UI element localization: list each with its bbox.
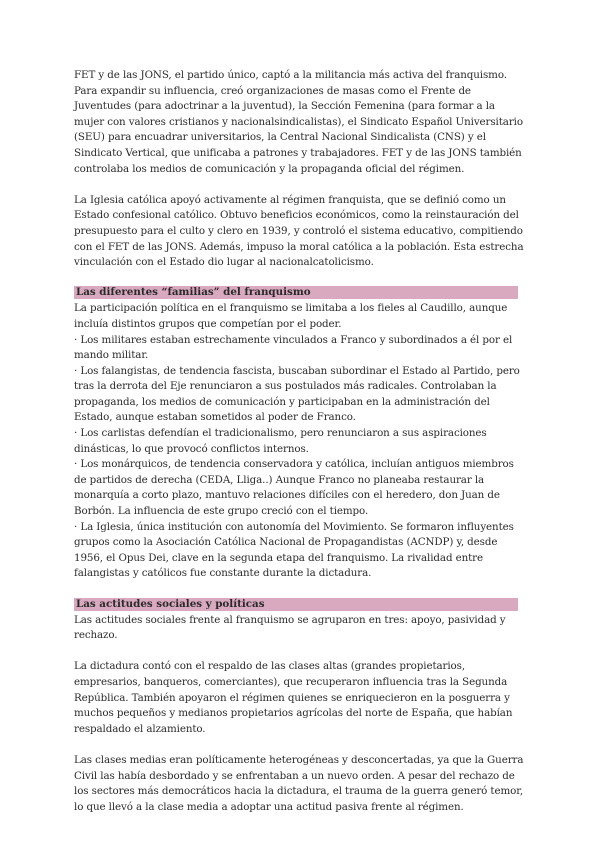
paragraph-participacion: La participación política en el franquismo se limitaba a los fieles al Caudillo, aunque incluía distintos grupos que competían por el poder. — [74, 302, 508, 330]
paragraph-iglesia: La Iglesia católica apoyó activamente al régimen franquista, que se definió como un Estado confesional católico. Obtuvo beneficios económicos, como la reinstauración del presupuesto para el culto y clero en 1939, y controló el sistema educativo, compitiendo con el FET de las JONS. Además, impuso la moral católica a la población. Esta estrecha vinculación con el Estado dio lugar al nacionalcatolicismo. — [74, 193, 524, 269]
paragraph-actitudes-lead: Las actitudes sociales frente al franquismo se agruparon en tres: apoyo, pasividad y rechazo. — [74, 613, 506, 642]
list-item-iglesia: · La Iglesia, única institución con autonomía del Movimiento. Se formaron influyentes grupos como la Asociación Católica Nacional de Propagandistas (ACNDP) y, desde 1956, el Opus Dei, clave en la segunda etapa del franquismo. La rivalidad entre falangistas y católicos fue constante durante la dictadura. — [74, 520, 514, 580]
spacer — [74, 737, 526, 753]
paragraph-fet-jons: FET y de las JONS, el partido único, captó a la militancia más activa del franquismo. Para expandir su influencia, creó organizaciones de masas como el Frente de Juventudes (para adoctrinar a la juventud), la Sección Femenina (para formar a la mujer con valores cristianos y nacionalsindicalistas), el Sindicato Español Universitario (SEU) para encuadrar universitarios, la Central Nacional Sindicalista (CNS) y el Sindicato Vertical, que unificaba a patrones y trabajadores. FET y de las JONS también controlaba los medios de comunicación y la propaganda oficial del régimen. — [74, 69, 523, 175]
spacer — [74, 582, 526, 598]
section-heading-familias: Las diferentes “familias” del franquismo — [74, 286, 518, 299]
spacer — [74, 271, 526, 287]
list-item-falangistas: · Los falangistas, de tendencia fascista, buscaban subordinar el Estado al Partido, pero tras la derrota del Eje renunciaron a sus postulados más radicales. Controlaban la propaganda, los medios de comunicación y participaban en la administración del Estado, aunque estaban sometidos al poder de Franco. — [74, 364, 520, 424]
spacer — [74, 644, 526, 660]
paragraph-clases-medias: Las clases medias eran políticamente heterogéneas y desconcertadas, ya que la Guerra Civil las había desbordado y se enfrentaban a un nuevo orden. A pesar del rechazo de los sectores más democráticos hacia la dictadura, el trauma de la guerra generó temor, lo que llevó a la clase media a adoptar una actitud pasiva frente al régimen. — [74, 753, 524, 813]
list-item-militares: · Los militares estaban estrechamente vinculados a Franco y subordinados a él por el mando militar. — [74, 333, 513, 362]
list-item-monarquicos: · Los monárquicos, de tendencia conservadora y católica, incluían antiguos miembros de partidos de derecha (CEDA, Lliga..) Aunque Franco no planeaba restaurar la monarquía a corto plazo, mantuvo relaciones difíciles con el heredero, don Juan de Borbón. La influencia de este grupo creció con el tiempo. — [74, 458, 514, 518]
section-heading-actitudes: Las actitudes sociales y políticas — [74, 598, 518, 611]
spacer — [74, 177, 526, 193]
list-item-carlistas: · Los carlistas defendían el tradicionalismo, pero renunciaron a sus aspiraciones dinásticas, lo que provocó conflictos internos. — [74, 427, 487, 455]
paragraph-clases-altas: La dictadura contó con el respaldo de las clases altas (grandes propietarios, empresarios, banqueros, comerciantes), que recuperaron influencia tras la Segunda República. También apoyaron el régimen quienes se enriquecieron en la posguerra y muchos pequeños y medianos propietarios agrícolas del norte de España, que habían respaldado el alzamiento. — [74, 660, 513, 735]
